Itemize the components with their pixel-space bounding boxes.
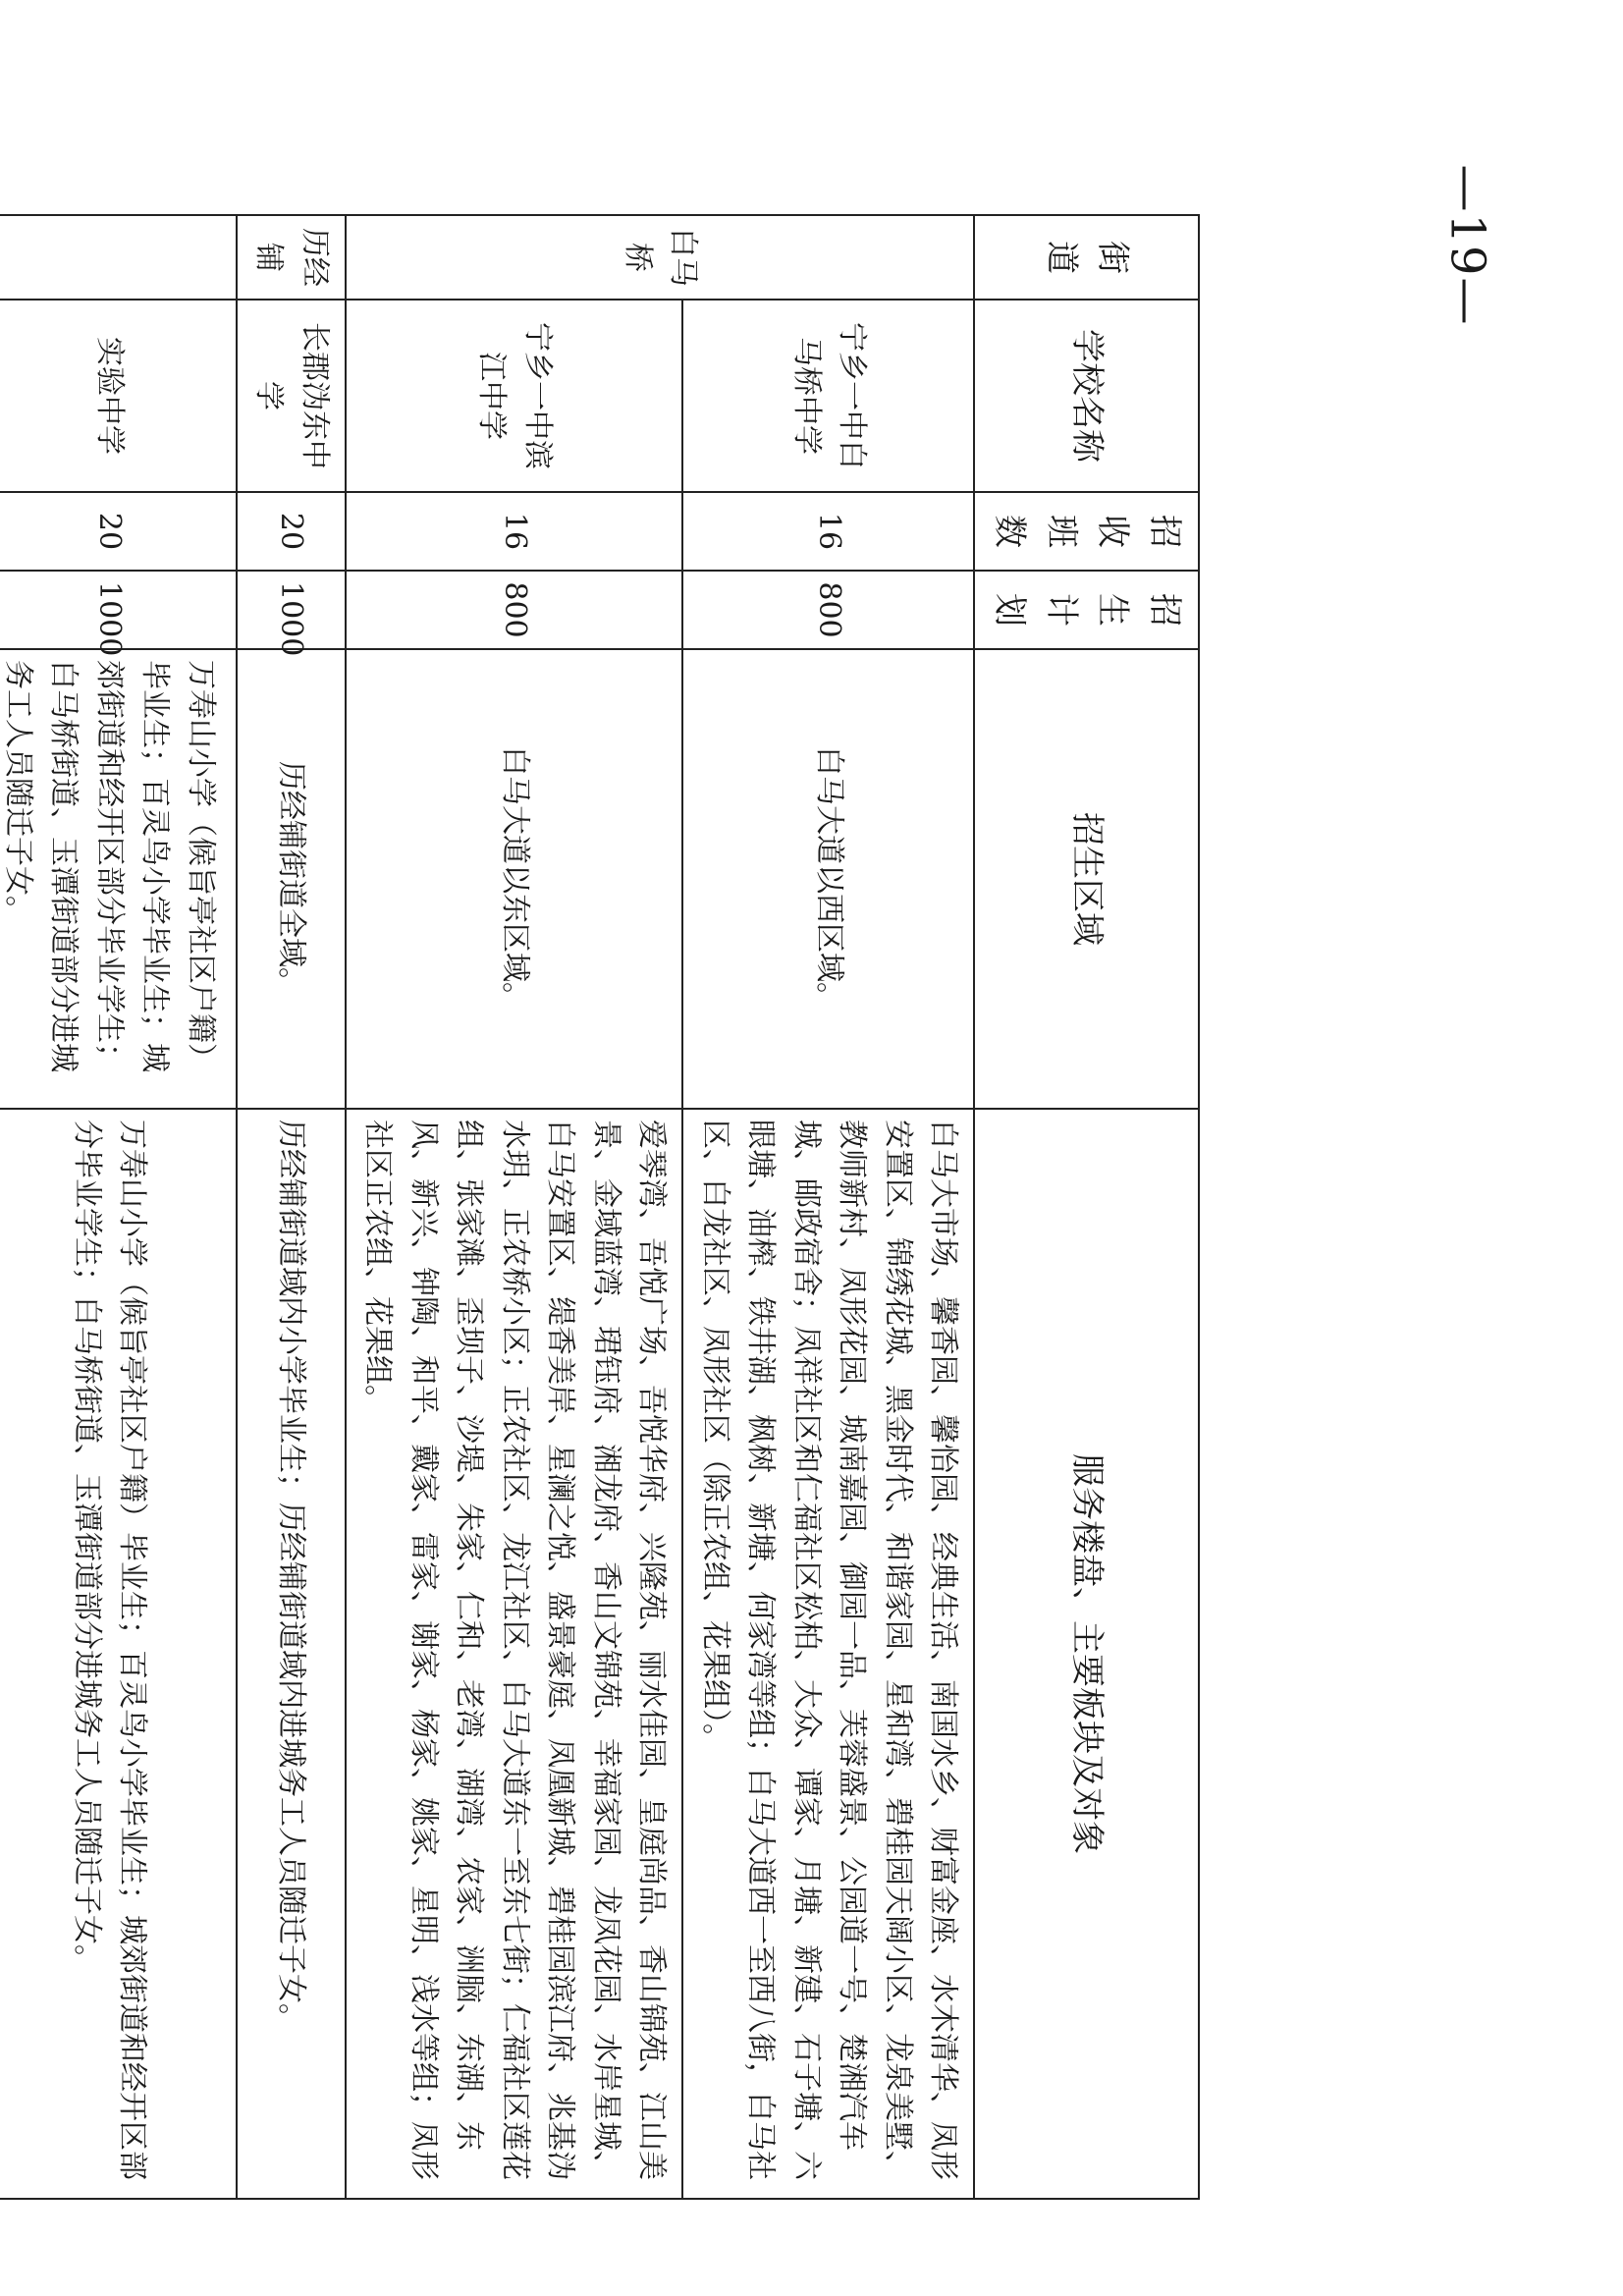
school-cell: 长郡沩东中学 <box>237 300 346 492</box>
table-row <box>237 215 346 2199</box>
school-cell: 实验中学 <box>0 300 237 492</box>
plan-cell: 800 <box>682 571 974 649</box>
classes-cell: 20 <box>237 492 346 571</box>
table-row <box>682 215 974 2199</box>
rotated-table-sheet <box>1 214 1200 2198</box>
page-number <box>1414 147 1522 344</box>
plan-cell: 800 <box>346 571 683 649</box>
header-zone: 招生区域 <box>974 649 1199 1109</box>
header-classes: 招收班数 <box>974 492 1199 571</box>
service-cell: 白马大市场、馨香园、馨怡园、经典生活、南国水乡、财富金座、水木清华、凤形安置区、锦绣花城、黑金时代、和谐家园、星和湾、碧桂园天阔小区、龙泉美墅、教师新村、凤形花园、城南嘉园、御园一品、芙蓉盛景、公园道一号、楚湘汽车城、邮政宿舍；凤祥社区和仁福社区松柏、大众、谭家、月塘、新建、石子塘、六眼塘、油榨、铁井湖、枫树、新塘、何家湾等组；白马大道西一至西八街，白马社区、白龙社区、凤形社区（除正农组、花果组）。 <box>682 1109 974 2199</box>
street-cell <box>0 215 237 300</box>
service-cell: 万寿山小学（候旨亭社区户籍）毕业生；百灵鸟小学毕业生；城郊街道和经开区部分毕业学生；白马桥街道、玉潭街道部分进城务工人员随迁子女。 <box>0 1109 237 2199</box>
street-cell: 历经铺 <box>237 215 346 300</box>
classes-cell: 16 <box>682 492 974 571</box>
zone-cell: 历经铺街道全域。 <box>237 649 346 1109</box>
table-rotation-frame <box>1 214 1200 2198</box>
classes-cell: 16 <box>346 492 683 571</box>
table-row <box>346 215 683 2199</box>
header-plan: 招生计划 <box>974 571 1199 649</box>
header-row <box>974 215 1199 2199</box>
header-street: 街道 <box>974 215 1199 300</box>
zone-cell: 白马大道以东区域。 <box>346 649 683 1109</box>
table-row <box>0 215 237 2199</box>
page-number-text: —19— <box>1440 164 1496 327</box>
header-school: 学校名称 <box>974 300 1199 492</box>
service-cell: 历经铺街道域内小学毕业生；历经铺街道域内进城务工人员随迁子女。 <box>237 1109 346 2199</box>
zone-cell: 万寿山小学（候旨亭社区户籍）毕业生；百灵鸟小学毕业生；城郊街道和经开区部分毕业学生；白马桥街道、玉潭街道部分进城务工人员随迁子女。 <box>0 649 237 1109</box>
plan-cell: 1000 <box>0 571 237 649</box>
school-cell: 宁乡一中滨江中学 <box>346 300 683 492</box>
school-cell: 宁乡一中白马桥中学 <box>682 300 974 492</box>
zone-cell: 白马大道以西区域。 <box>682 649 974 1109</box>
header-service: 服务楼盘、主要板块及对象 <box>974 1109 1199 2199</box>
service-cell: 爱琴湾、吾悦广场、吾悦华府、兴隆苑、丽水佳园、皇庭尚品、香山锦苑、江山美景、金域蓝湾、珺钰府、湘龙府、香山文锦苑、幸福家园、龙凤花园、水岸星城、白马安置区、缇香美岸、星澜之悦、盛景豪庭、凤凰新城、碧桂园滨江府、兆基沩水玥、正农桥小区；正农社区、龙江社区、白马大道东一至东七街；仁福社区莲花组、张家滩、歪坝子、沙堤、朱家、仁和、老湾、湖湾、农家、洲脑、东湖、东风、新兴、钟陶、和平、戴家、雷家、谢家、杨家、姚家、星明、浅水等组；凤形社区正农组、花果组。 <box>346 1109 683 2199</box>
classes-cell: 20 <box>0 492 237 571</box>
street-cell: 白马桥 <box>346 215 975 300</box>
enrollment-table <box>0 214 1200 2200</box>
plan-cell: 1000 <box>237 571 346 649</box>
